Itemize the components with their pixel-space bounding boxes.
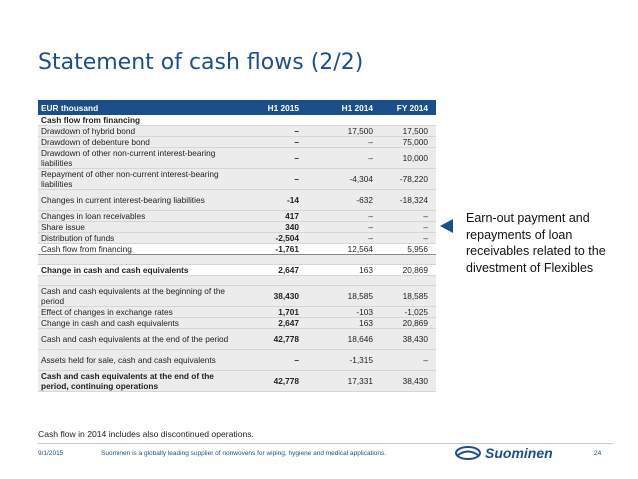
table-row: [38, 286, 436, 307]
cell-value: –: [376, 233, 436, 244]
cell-value: –: [240, 126, 302, 137]
table-row: [38, 255, 436, 265]
column-header: EUR thousand: [38, 100, 240, 115]
table-row: [38, 276, 436, 286]
cell-value: –: [376, 211, 436, 222]
cell-value: -78,220: [376, 169, 436, 190]
row-label: [38, 255, 240, 265]
cell-value: –: [302, 148, 376, 169]
cell-value: -103: [302, 307, 376, 318]
table-row: [38, 233, 436, 244]
cell-value: 38,430: [376, 371, 436, 392]
cell-value: 20,869: [376, 318, 436, 329]
cell-value: -18,324: [376, 190, 436, 211]
cell-value: [240, 115, 302, 126]
cell-value: 2,647: [240, 265, 302, 276]
footnote: Cash flow in 2014 includes also discontinued operations.: [38, 429, 254, 439]
cell-value: 10,000: [376, 148, 436, 169]
cell-value: –: [302, 137, 376, 148]
table-row: [38, 126, 436, 137]
column-header: FY 2014: [376, 100, 436, 115]
row-label: Cash and cash equivalents at the beginning of the period: [38, 286, 240, 307]
cell-value: 75,000: [376, 137, 436, 148]
cell-value: -2,504: [240, 233, 302, 244]
suominen-logo: [455, 445, 553, 461]
row-label: Repayment of other non-current interest-bearing liabilities: [38, 169, 240, 190]
cell-value: 340: [240, 222, 302, 233]
row-label: Cash flow from financing: [38, 115, 240, 126]
cell-value: –: [302, 233, 376, 244]
cell-value: –: [240, 137, 302, 148]
page-title: Statement of cash flows (2/2): [38, 50, 364, 75]
logo-text: Suominen: [485, 445, 553, 461]
table-row: [38, 307, 436, 318]
cell-value: 2,647: [240, 318, 302, 329]
row-label: Share issue: [38, 222, 240, 233]
cell-value: [302, 276, 376, 286]
cell-value: 18,646: [302, 329, 376, 350]
cell-value: –: [376, 350, 436, 371]
footer-divider: [38, 443, 613, 444]
cell-value: [240, 276, 302, 286]
table-row: [38, 148, 436, 169]
footer-date: 9/1/2015: [38, 450, 64, 457]
cell-value: -14: [240, 190, 302, 211]
cell-value: –: [240, 350, 302, 371]
row-label: Drawdown of other non-current interest-bearing liabilities: [38, 148, 240, 169]
cell-value: 42,778: [240, 371, 302, 392]
logo-mark-icon: [455, 446, 481, 460]
cell-value: -632: [302, 190, 376, 211]
cell-value: 163: [302, 265, 376, 276]
cell-value: –: [376, 222, 436, 233]
row-label: Changes in loan receivables: [38, 211, 240, 222]
cell-value: –: [302, 211, 376, 222]
cell-value: 12,564: [302, 244, 376, 255]
cell-value: 417: [240, 211, 302, 222]
cell-value: 38,430: [240, 286, 302, 307]
cell-value: -1,761: [240, 244, 302, 255]
callout-arrow-icon: [440, 219, 453, 233]
table-row: [38, 265, 436, 276]
row-label: Drawdown of debenture bond: [38, 137, 240, 148]
cell-value: -1,315: [302, 350, 376, 371]
cell-value: 18,585: [376, 286, 436, 307]
column-header: H1 2014: [302, 100, 376, 115]
table-row: [38, 244, 436, 255]
row-label: Effect of changes in exchange rates: [38, 307, 240, 318]
row-label: [38, 276, 240, 286]
cell-value: [376, 276, 436, 286]
cell-value: 163: [302, 318, 376, 329]
table-row: [38, 169, 436, 190]
row-label: Assets held for sale, cash and cash equivalents: [38, 350, 240, 371]
page-number: 24: [594, 450, 602, 457]
cell-value: 17,500: [302, 126, 376, 137]
table-row: [38, 115, 436, 126]
table-row: [38, 222, 436, 233]
table-row: [38, 318, 436, 329]
cell-value: 17,331: [302, 371, 376, 392]
row-label: Change in cash and cash equivalents: [38, 318, 240, 329]
cell-value: 20,869: [376, 265, 436, 276]
table-header-row: [38, 100, 436, 115]
cell-value: [302, 115, 376, 126]
cell-value: –: [240, 148, 302, 169]
cell-value: [376, 115, 436, 126]
row-label: Change in cash and cash equivalents: [38, 265, 240, 276]
row-label: Changes in current interest-bearing liabilities: [38, 190, 240, 211]
callout-text: Earn-out payment and repayments of loan receivables related to the divestment of Flexibles: [466, 211, 606, 275]
cell-value: –: [302, 222, 376, 233]
row-label: Cash flow from financing: [38, 244, 240, 255]
cell-value: 18,585: [302, 286, 376, 307]
table-row: [38, 211, 436, 222]
row-label: Cash and cash equivalents at the end of the period, continuing operations: [38, 371, 240, 392]
table-row: [38, 137, 436, 148]
cell-value: 38,430: [376, 329, 436, 350]
cell-value: [302, 255, 376, 265]
table-row: [38, 190, 436, 211]
cell-value: -4,304: [302, 169, 376, 190]
cell-value: 5,956: [376, 244, 436, 255]
cell-value: 1,701: [240, 307, 302, 318]
cell-value: 17,500: [376, 126, 436, 137]
cell-value: –: [240, 169, 302, 190]
table-row: [38, 350, 436, 371]
cell-value: -1,025: [376, 307, 436, 318]
cell-value: [240, 255, 302, 265]
row-label: Distribution of funds: [38, 233, 240, 244]
table-row: [38, 329, 436, 350]
table-row: [38, 371, 436, 392]
cell-value: [376, 255, 436, 265]
row-label: Cash and cash equivalents at the end of the period: [38, 329, 240, 350]
column-header: H1 2015: [240, 100, 302, 115]
cash-flow-table: [38, 100, 436, 392]
cell-value: 42,778: [240, 329, 302, 350]
footer-slogan: Suominen is a globally leading supplier of nonwovens for wiping, hygiene and medical applications.: [101, 450, 387, 457]
row-label: Drawdown of hybrid bond: [38, 126, 240, 137]
